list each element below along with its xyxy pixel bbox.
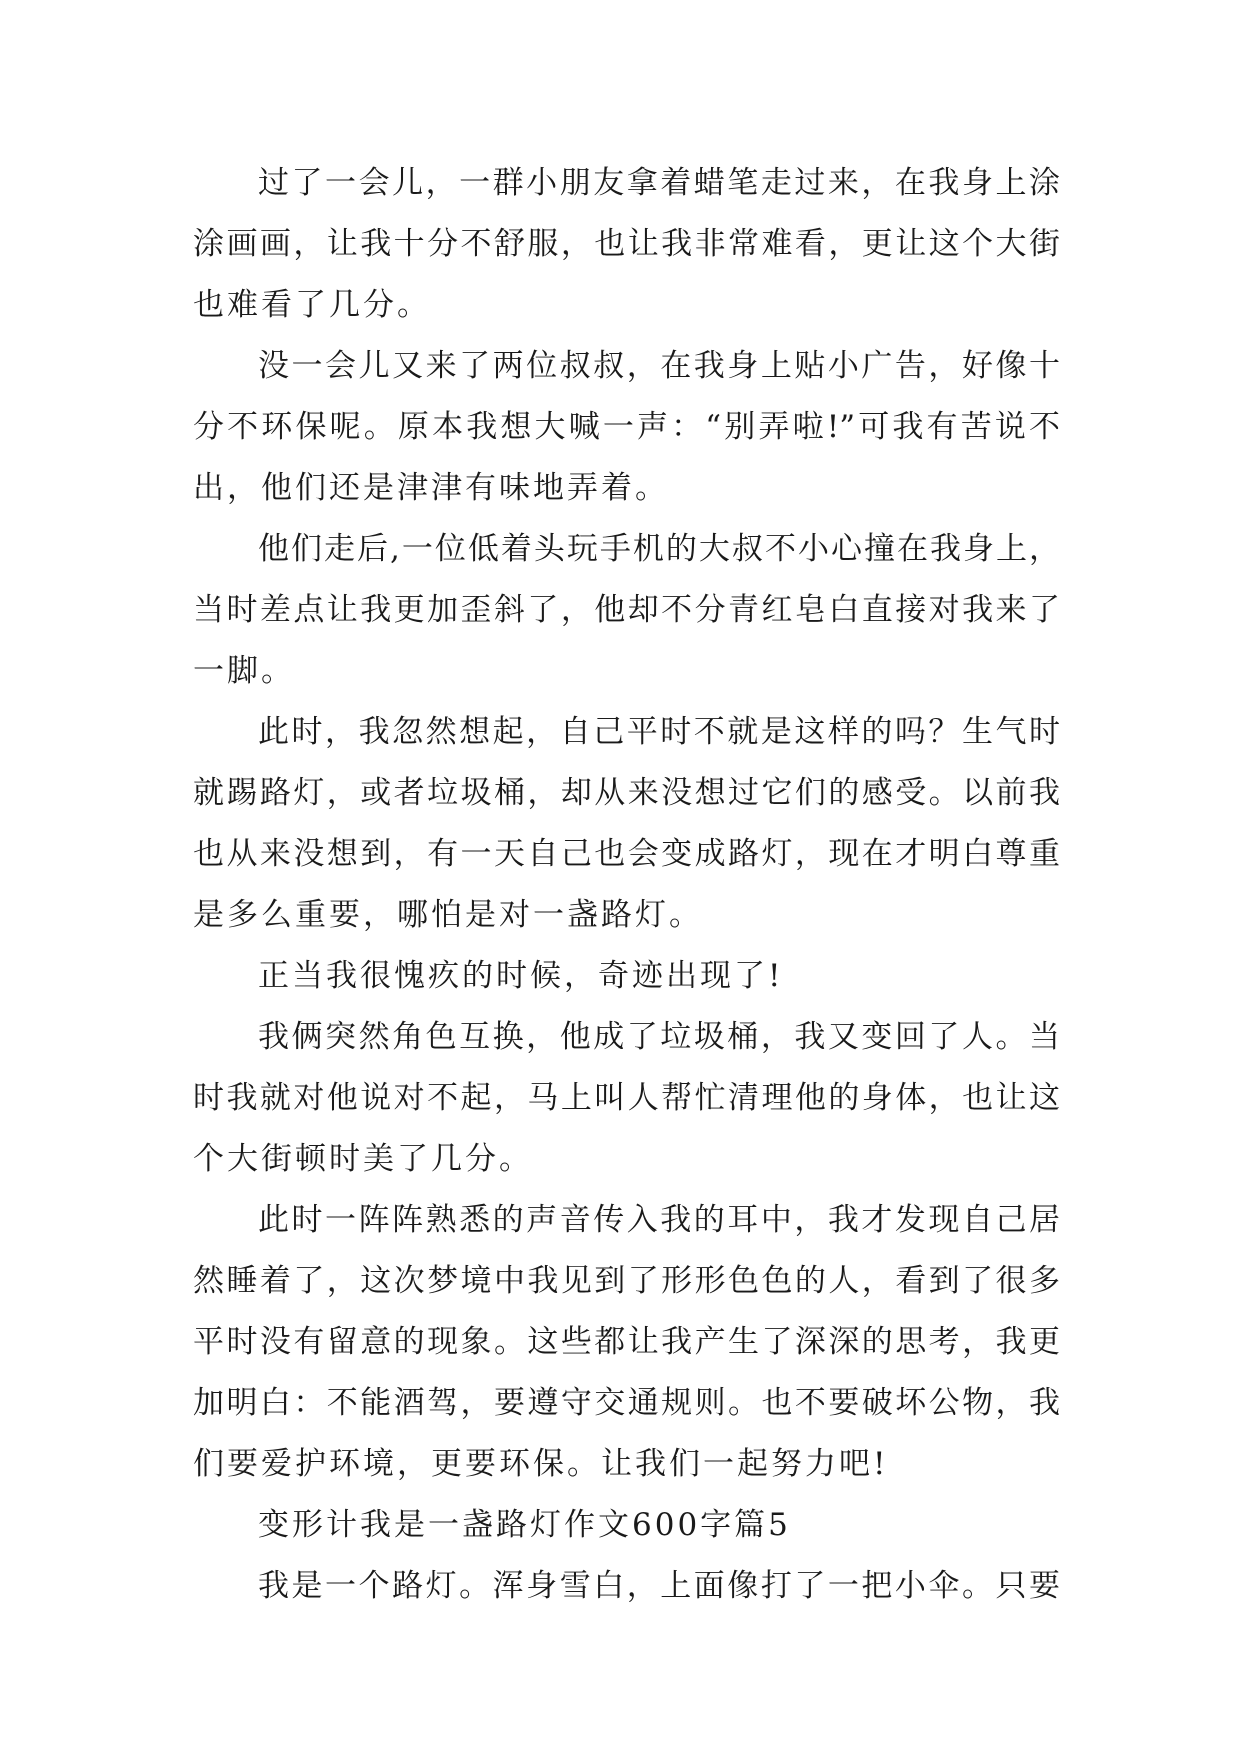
paragraph-4-line-1: 此时，我忽然想起，自己平时不就是这样的吗？生气时 xyxy=(258,714,1060,750)
paragraph-1-line-1: 过了一会儿，一群小朋友拿着蜡笔走过来，在我身上涂 xyxy=(258,165,1060,201)
paragraph-7-line-1: 此时一阵阵熟悉的声音传入我的耳中，我才发现自己居 xyxy=(258,1202,1060,1238)
paragraph-7-line-4: 加明白：不能酒驾，要遵守交通规则。也不要破坏公物，我 xyxy=(193,1385,1060,1421)
paragraph-3-line-3: 一脚。 xyxy=(193,653,295,689)
paragraph-6-line-3: 个大街顿时美了几分。 xyxy=(193,1141,533,1177)
paragraph-1-line-3: 也难看了几分。 xyxy=(193,287,431,323)
paragraph-7-line-3: 平时没有留意的现象。这些都让我产生了深深的思考，我更 xyxy=(193,1324,1060,1360)
section-heading: 变形计我是一盏路灯作文600字篇5 xyxy=(258,1507,791,1543)
paragraph-8-line-1: 我是一个路灯。浑身雪白，上面像打了一把小伞。只要 xyxy=(258,1568,1060,1604)
paragraph-5-line-1: 正当我很愧疚的时候，奇迹出现了! xyxy=(258,958,784,994)
paragraph-4-line-4: 是多么重要，哪怕是对一盏路灯。 xyxy=(193,897,703,933)
paragraph-7-line-2: 然睡着了，这次梦境中我见到了形形色色的人，看到了很多 xyxy=(193,1263,1060,1299)
paragraph-1-line-2: 涂画画，让我十分不舒服，也让我非常难看，更让这个大街 xyxy=(193,226,1060,262)
paragraph-6-line-1: 我俩突然角色互换，他成了垃圾桶，我又变回了人。当 xyxy=(258,1019,1060,1055)
paragraph-6-line-2: 时我就对他说对不起，马上叫人帮忙清理他的身体，也让这 xyxy=(193,1080,1060,1116)
paragraph-2-line-2: 分不环保呢。原本我想大喊一声：“别弄啦!”可我有苦说不 xyxy=(193,409,1060,445)
paragraph-3-line-1: 他们走后,一位低着头玩手机的大叔不小心撞在我身上， xyxy=(258,531,1060,567)
paragraph-4-line-2: 就踢路灯，或者垃圾桶，却从来没想过它们的感受。以前我 xyxy=(193,775,1060,811)
paragraph-2-line-1: 没一会儿又来了两位叔叔，在我身上贴小广告，好像十 xyxy=(258,348,1060,384)
paragraph-2-line-3: 出，他们还是津津有味地弄着。 xyxy=(193,470,669,506)
paragraph-7-line-5: 们要爱护环境，更要环保。让我们一起努力吧! xyxy=(193,1446,889,1482)
paragraph-3-line-2: 当时差点让我更加歪斜了，他却不分青红皂白直接对我来了 xyxy=(193,592,1060,628)
paragraph-4-line-3: 也从来没想到，有一天自己也会变成路灯，现在才明白尊重 xyxy=(193,836,1060,872)
